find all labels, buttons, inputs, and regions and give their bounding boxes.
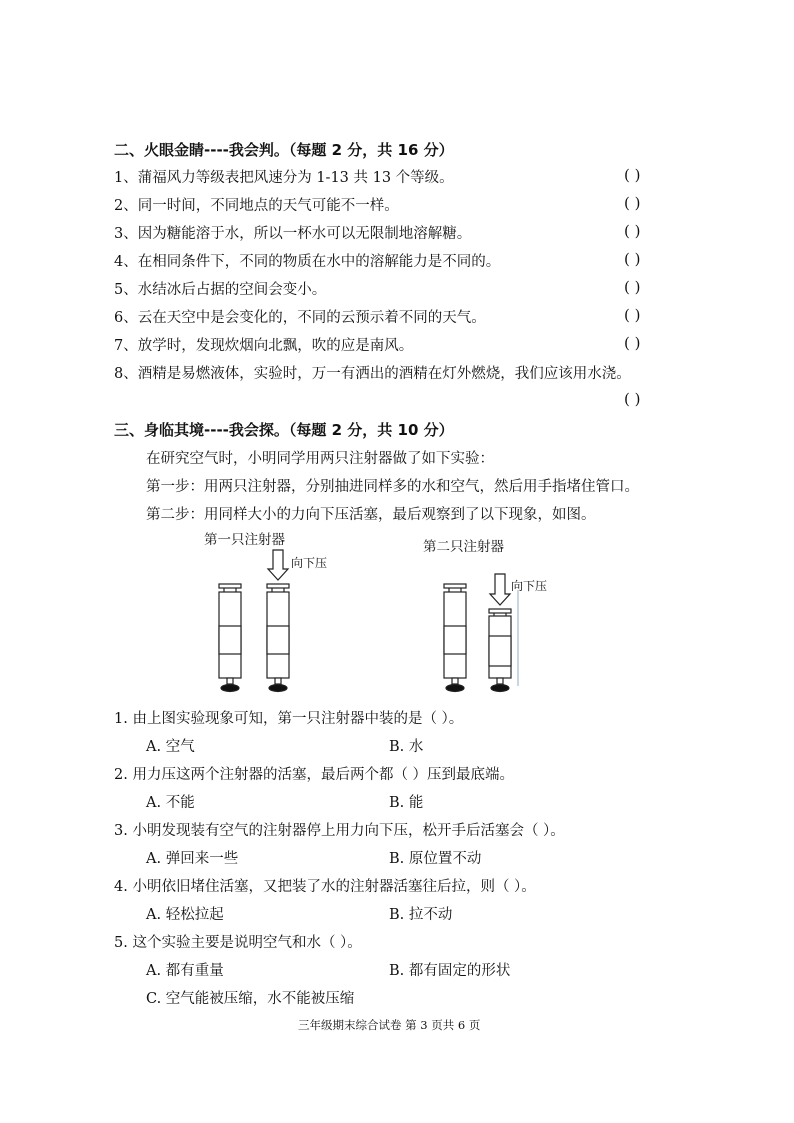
- question-5-option-c[interactable]: C. 空气能被压缩，水不能被压缩: [146, 991, 355, 1007]
- judge-item-1: 1、蒲福风力等级表把风速分为 1-13 共 13 个等级。: [114, 170, 454, 186]
- syringe-1-label: 第一只注射器: [204, 532, 285, 548]
- question-2: 2. 用力压这两个注射器的活塞，最后两个都（ ）压到最底端。: [114, 767, 515, 783]
- experiment-intro: 在研究空气时，小明同学用两只注射器做了如下实验：: [146, 451, 494, 467]
- question-3-option-b[interactable]: B. 原位置不动: [389, 851, 482, 867]
- question-3: 3. 小明发现装有空气的注射器停上用力向下压，松开手后活塞会（ ）。: [114, 823, 565, 839]
- page-footer: 三年级期末综合试卷 第 3 页共 6 页: [298, 1018, 481, 1032]
- judge-item-4: 4、在相同条件下，不同的物质在水中的溶解能力是不同的。: [114, 254, 501, 270]
- judge-item-5: 5、水结冰后占据的空间会变小。: [114, 282, 327, 298]
- syringe-2-label: 第二只注射器: [423, 539, 504, 555]
- syringe-1-left: [219, 584, 241, 692]
- question-1: 1. 由上图实验现象可知，第一只注射器中装的是（ ）。: [114, 711, 464, 727]
- syringe-1-right: [267, 584, 289, 692]
- press-down-label-2: 向下压: [511, 579, 548, 593]
- down-arrow-2: [490, 574, 510, 605]
- question-5-option-a[interactable]: A. 都有重量: [146, 963, 224, 979]
- question-3-option-a[interactable]: A. 弹回来一些: [146, 851, 239, 867]
- answer-paren-8[interactable]: ( ): [624, 390, 641, 408]
- press-down-label-1: 向下压: [291, 556, 328, 570]
- question-2-option-b[interactable]: B. 能: [389, 795, 424, 811]
- down-arrow-1: [268, 550, 288, 580]
- question-1-option-b[interactable]: B. 水: [389, 739, 424, 755]
- question-2-option-a[interactable]: A. 不能: [146, 795, 195, 811]
- answer-paren-6[interactable]: ( ): [624, 306, 641, 324]
- question-5: 5. 这个实验主要是说明空气和水（ ）。: [114, 935, 362, 951]
- section-3-title: 三、身临其境----我会探。（每题 2 分，共 10 分）: [114, 421, 454, 439]
- answer-paren-1[interactable]: ( ): [624, 166, 641, 184]
- judge-item-3: 3、因为糖能溶于水，所以一杯水可以无限制地溶解糖。: [114, 226, 472, 242]
- syringe-2-left: [444, 584, 466, 692]
- question-4-option-a[interactable]: A. 轻松拉起: [146, 907, 224, 923]
- answer-paren-3[interactable]: ( ): [624, 222, 641, 240]
- syringe-2-right: [489, 590, 518, 692]
- experiment-step-1: 第一步：用两只注射器，分别抽进同样多的水和空气，然后用手指堵住管口。: [146, 479, 639, 495]
- answer-paren-7[interactable]: ( ): [624, 334, 641, 352]
- section-2-title: 二、火眼金睛----我会判。（每题 2 分，共 16 分）: [114, 141, 454, 159]
- question-4: 4. 小明依旧堵住活塞，又把装了水的注射器活塞往后拉，则（ ）。: [114, 879, 536, 895]
- judge-item-2: 2、同一时间，不同地点的天气可能不一样。: [114, 198, 399, 214]
- answer-paren-2[interactable]: ( ): [624, 194, 641, 212]
- judge-item-6: 6、云在天空中是会变化的，不同的云预示着不同的天气。: [114, 310, 486, 326]
- question-1-option-a[interactable]: A. 空气: [146, 739, 195, 755]
- experiment-step-2: 第二步：用同样大小的力向下压活塞，最后观察到了以下现象，如图。: [146, 507, 596, 523]
- answer-paren-5[interactable]: ( ): [624, 278, 641, 296]
- question-4-option-b[interactable]: B. 拉不动: [389, 907, 453, 923]
- question-5-option-b[interactable]: B. 都有固定的形状: [389, 963, 511, 979]
- answer-paren-4[interactable]: ( ): [624, 250, 641, 268]
- judge-item-8: 8、酒精是易燃液体，实验时，万一有洒出的酒精在灯外燃烧，我们应该用水浇。: [114, 366, 631, 382]
- judge-item-7: 7、放学时，发现炊烟向北飘，吹的应是南风。: [114, 338, 414, 354]
